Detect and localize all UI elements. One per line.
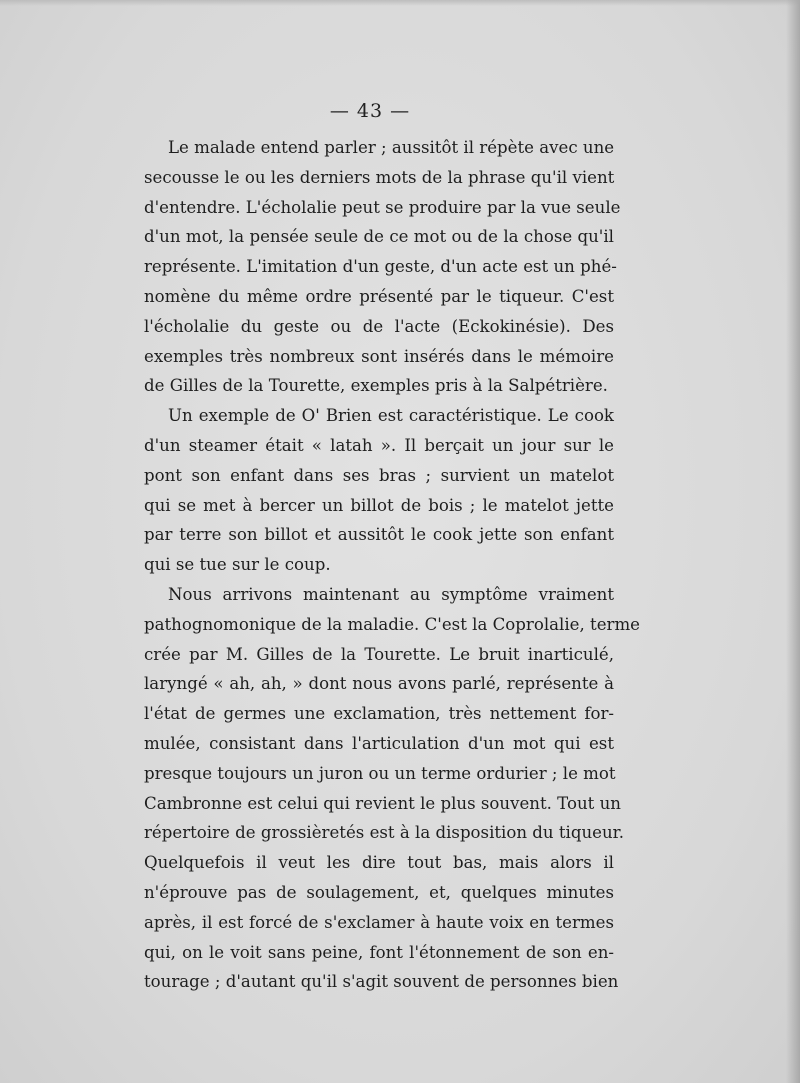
page-top-shadow bbox=[0, 0, 800, 6]
text-line: mulée, consistant dans l'articulation d'un mot qui est bbox=[144, 733, 614, 753]
text-line: l'état de germes une exclamation, très nettement for- bbox=[144, 704, 614, 724]
text-line: l'écholalie du geste ou de l'acte (Eckokinésie). Des bbox=[144, 316, 614, 336]
text-line: représente. L'imitation d'un geste, d'un acte est un phé- bbox=[144, 257, 617, 277]
text-line: crée par M. Gilles de la Tourette. Le bruit inarticulé, bbox=[144, 644, 614, 664]
text-line: tourage ; d'autant qu'il s'agit souvent de personnes bien bbox=[144, 972, 619, 992]
text-line: Quelquefois il veut les dire tout bas, mais alors il bbox=[144, 853, 614, 873]
text-line: nomène du même ordre présenté par le tiqueur. C'est bbox=[144, 286, 614, 306]
text-line: pont son enfant dans ses bras ; survient un matelot bbox=[144, 465, 614, 485]
page-right-shadow bbox=[786, 0, 800, 1083]
text-line: de Gilles de la Tourette, exemples pris à la Salpétrière. bbox=[144, 376, 608, 396]
text-line: presque toujours un juron ou un terme ordurier ; le mot bbox=[144, 763, 616, 783]
text-line: qui, on le voit sans peine, font l'étonnement de son en- bbox=[144, 942, 614, 962]
text-line: après, il est forcé de s'exclamer à haute voix en termes bbox=[144, 912, 614, 932]
text-line: Le malade entend parler ; aussitôt il répète avec une bbox=[168, 138, 615, 157]
text-line: qui se met à bercer un billot de bois ; le matelot jette bbox=[144, 495, 614, 515]
text-line: Un exemple de O' Brien est caractéristique. Le cook bbox=[168, 406, 614, 426]
text-line: d'un mot, la pensée seule de ce mot ou de la chose qu'il bbox=[144, 227, 614, 247]
text-line: par terre son billot et aussitôt le cook jette son enfant bbox=[144, 525, 614, 545]
text-line: d'un steamer était « latah ». Il berçait un jour sur le bbox=[144, 435, 614, 455]
text-line: d'entendre. L'écholalie peut se produire par la vue seule bbox=[144, 197, 621, 217]
page-number: — 43 — bbox=[329, 100, 411, 122]
text-line: laryngé « ah, ah, » dont nous avons parlé, représente à bbox=[144, 674, 614, 694]
text-line: répertoire de grossièretés est à la disposition du tiqueur. bbox=[144, 823, 625, 843]
text-line: n'éprouve pas de soulagement, et, quelques minutes bbox=[144, 882, 614, 902]
body-text bbox=[144, 133, 641, 997]
text-line: secousse le ou les derniers mots de la phrase qu'il vient bbox=[144, 167, 615, 187]
text-line: pathognomonique de la maladie. C'est la Coprolalie, terme bbox=[144, 614, 641, 634]
text-line: Cambronne est celui qui revient le plus souvent. Tout un bbox=[144, 793, 621, 813]
text-line: exemples très nombreux sont insérés dans le mémoire bbox=[144, 346, 614, 366]
text-line: Nous arrivons maintenant au symptôme vraiment bbox=[168, 584, 614, 604]
text-line: qui se tue sur le coup. bbox=[144, 555, 331, 575]
